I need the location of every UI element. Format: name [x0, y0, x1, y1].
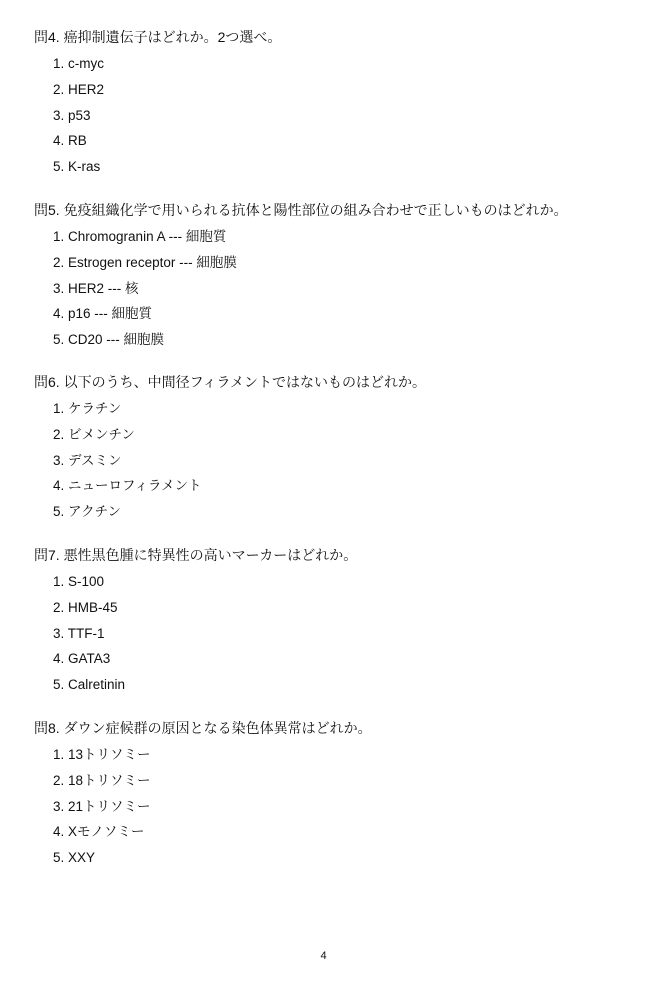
- choice-text: Calretinin: [68, 677, 126, 693]
- choice-text: CD20 --- 細胞膜: [68, 332, 165, 348]
- choice-item: [34, 675, 634, 695]
- choice-item: [34, 425, 634, 445]
- choice-text: ビメンチン: [68, 426, 135, 442]
- question-title: 問4. 癌抑制遺伝子はどれか。2つ選べ。: [34, 29, 282, 45]
- choice-list: [34, 745, 634, 868]
- choice-number: 2.: [53, 599, 65, 615]
- choice-item: [34, 624, 634, 644]
- choice-number: 1.: [53, 229, 65, 244]
- choice-item: [34, 80, 634, 100]
- choice-item: [34, 598, 634, 618]
- choice-number: 1.: [53, 747, 65, 762]
- choice-number: 2.: [53, 254, 65, 270]
- choice-text: c-myc: [68, 56, 105, 71]
- choice-item: [34, 279, 634, 299]
- choice-item: [34, 848, 634, 868]
- choice-number: 1.: [53, 56, 65, 71]
- choice-text: Xモノソミー: [68, 824, 145, 840]
- choice-text: XXY: [68, 850, 96, 866]
- choice-text: ニューロフィラメント: [68, 478, 202, 494]
- choice-text: TTF-1: [67, 625, 105, 641]
- choice-number: 5.: [53, 504, 65, 520]
- choice-text: S-100: [68, 574, 105, 589]
- choice-number: 2.: [53, 426, 65, 442]
- choice-number: 4.: [53, 651, 65, 667]
- choice-number: 3.: [53, 107, 65, 123]
- choice-item: [34, 253, 634, 273]
- choice-text: 18トリソミー: [68, 772, 151, 788]
- choice-list: [34, 54, 634, 177]
- choice-text: RB: [68, 133, 87, 149]
- choice-text: HER2: [68, 81, 105, 97]
- choice-item: [34, 502, 634, 522]
- choice-text: アクチン: [68, 504, 121, 520]
- choice-text: K-ras: [68, 159, 101, 175]
- choice-text: p53: [68, 107, 91, 123]
- choice-item: [34, 649, 634, 669]
- choice-item: [34, 54, 634, 74]
- choice-text: Estrogen receptor --- 細胞膜: [68, 254, 237, 270]
- choice-number: 4.: [53, 306, 65, 322]
- question-title: 問8. ダウン症候群の原因となる染色体異常はどれか。: [34, 720, 372, 736]
- choice-list: [34, 399, 634, 522]
- choice-number: 5.: [53, 332, 65, 348]
- choice-text: ケラチン: [68, 401, 122, 416]
- choice-item: [34, 822, 634, 842]
- choice-number: 2.: [53, 81, 65, 97]
- choice-number: 4.: [53, 133, 65, 149]
- choice-number: 2.: [53, 772, 65, 788]
- choice-list: [34, 572, 634, 695]
- choice-text: 13トリソミー: [68, 747, 151, 762]
- question-8: [34, 718, 634, 874]
- choice-number: 3.: [53, 625, 65, 641]
- question-7: [34, 545, 634, 701]
- choice-item: [34, 797, 634, 817]
- choice-item: [34, 745, 634, 765]
- choice-number: 3.: [53, 798, 65, 814]
- choice-item: [34, 572, 634, 592]
- choice-item: [34, 106, 634, 126]
- choice-number: 1.: [53, 574, 65, 589]
- choice-number: 1.: [53, 401, 65, 416]
- page-number: 4: [320, 950, 327, 962]
- choice-text: GATA3: [68, 651, 111, 667]
- choice-number: 5.: [53, 850, 65, 866]
- question-4: [34, 27, 634, 183]
- choice-number: 3.: [53, 452, 65, 468]
- choice-item: [34, 157, 634, 177]
- choice-item: [34, 476, 634, 496]
- choice-number: 3.: [53, 280, 65, 296]
- choice-number: 5.: [53, 159, 65, 175]
- question-5: [34, 200, 634, 356]
- choice-number: 5.: [53, 677, 65, 693]
- choice-item: [34, 771, 634, 791]
- choice-list: [34, 227, 634, 350]
- choice-text: HER2 --- 核: [68, 280, 139, 296]
- choice-item: [34, 451, 634, 471]
- choice-item: [34, 304, 634, 324]
- choice-item: [34, 131, 634, 151]
- question-6: [34, 372, 634, 528]
- choice-number: 4.: [53, 478, 65, 494]
- question-title: 問5. 免疫組織化学で用いられる抗体と陽性部位の組み合わせで正しいものはどれか。: [34, 202, 568, 218]
- choice-text: HMB-45: [68, 599, 118, 615]
- question-title: 問6. 以下のうち、中間径フィラメントではないものはどれか。: [34, 374, 427, 390]
- choice-item: [34, 330, 634, 350]
- choice-text: デスミン: [68, 452, 122, 468]
- choice-number: 4.: [53, 824, 65, 840]
- choice-item: [34, 399, 634, 419]
- choice-item: [34, 227, 634, 247]
- choice-text: p16 --- 細胞質: [68, 306, 153, 322]
- choice-text: Chromogranin A --- 細胞質: [68, 229, 227, 244]
- choice-text: 21トリソミー: [68, 798, 151, 814]
- question-title: 問7. 悪性黒色腫に特異性の高いマーカーはどれか。: [34, 547, 358, 563]
